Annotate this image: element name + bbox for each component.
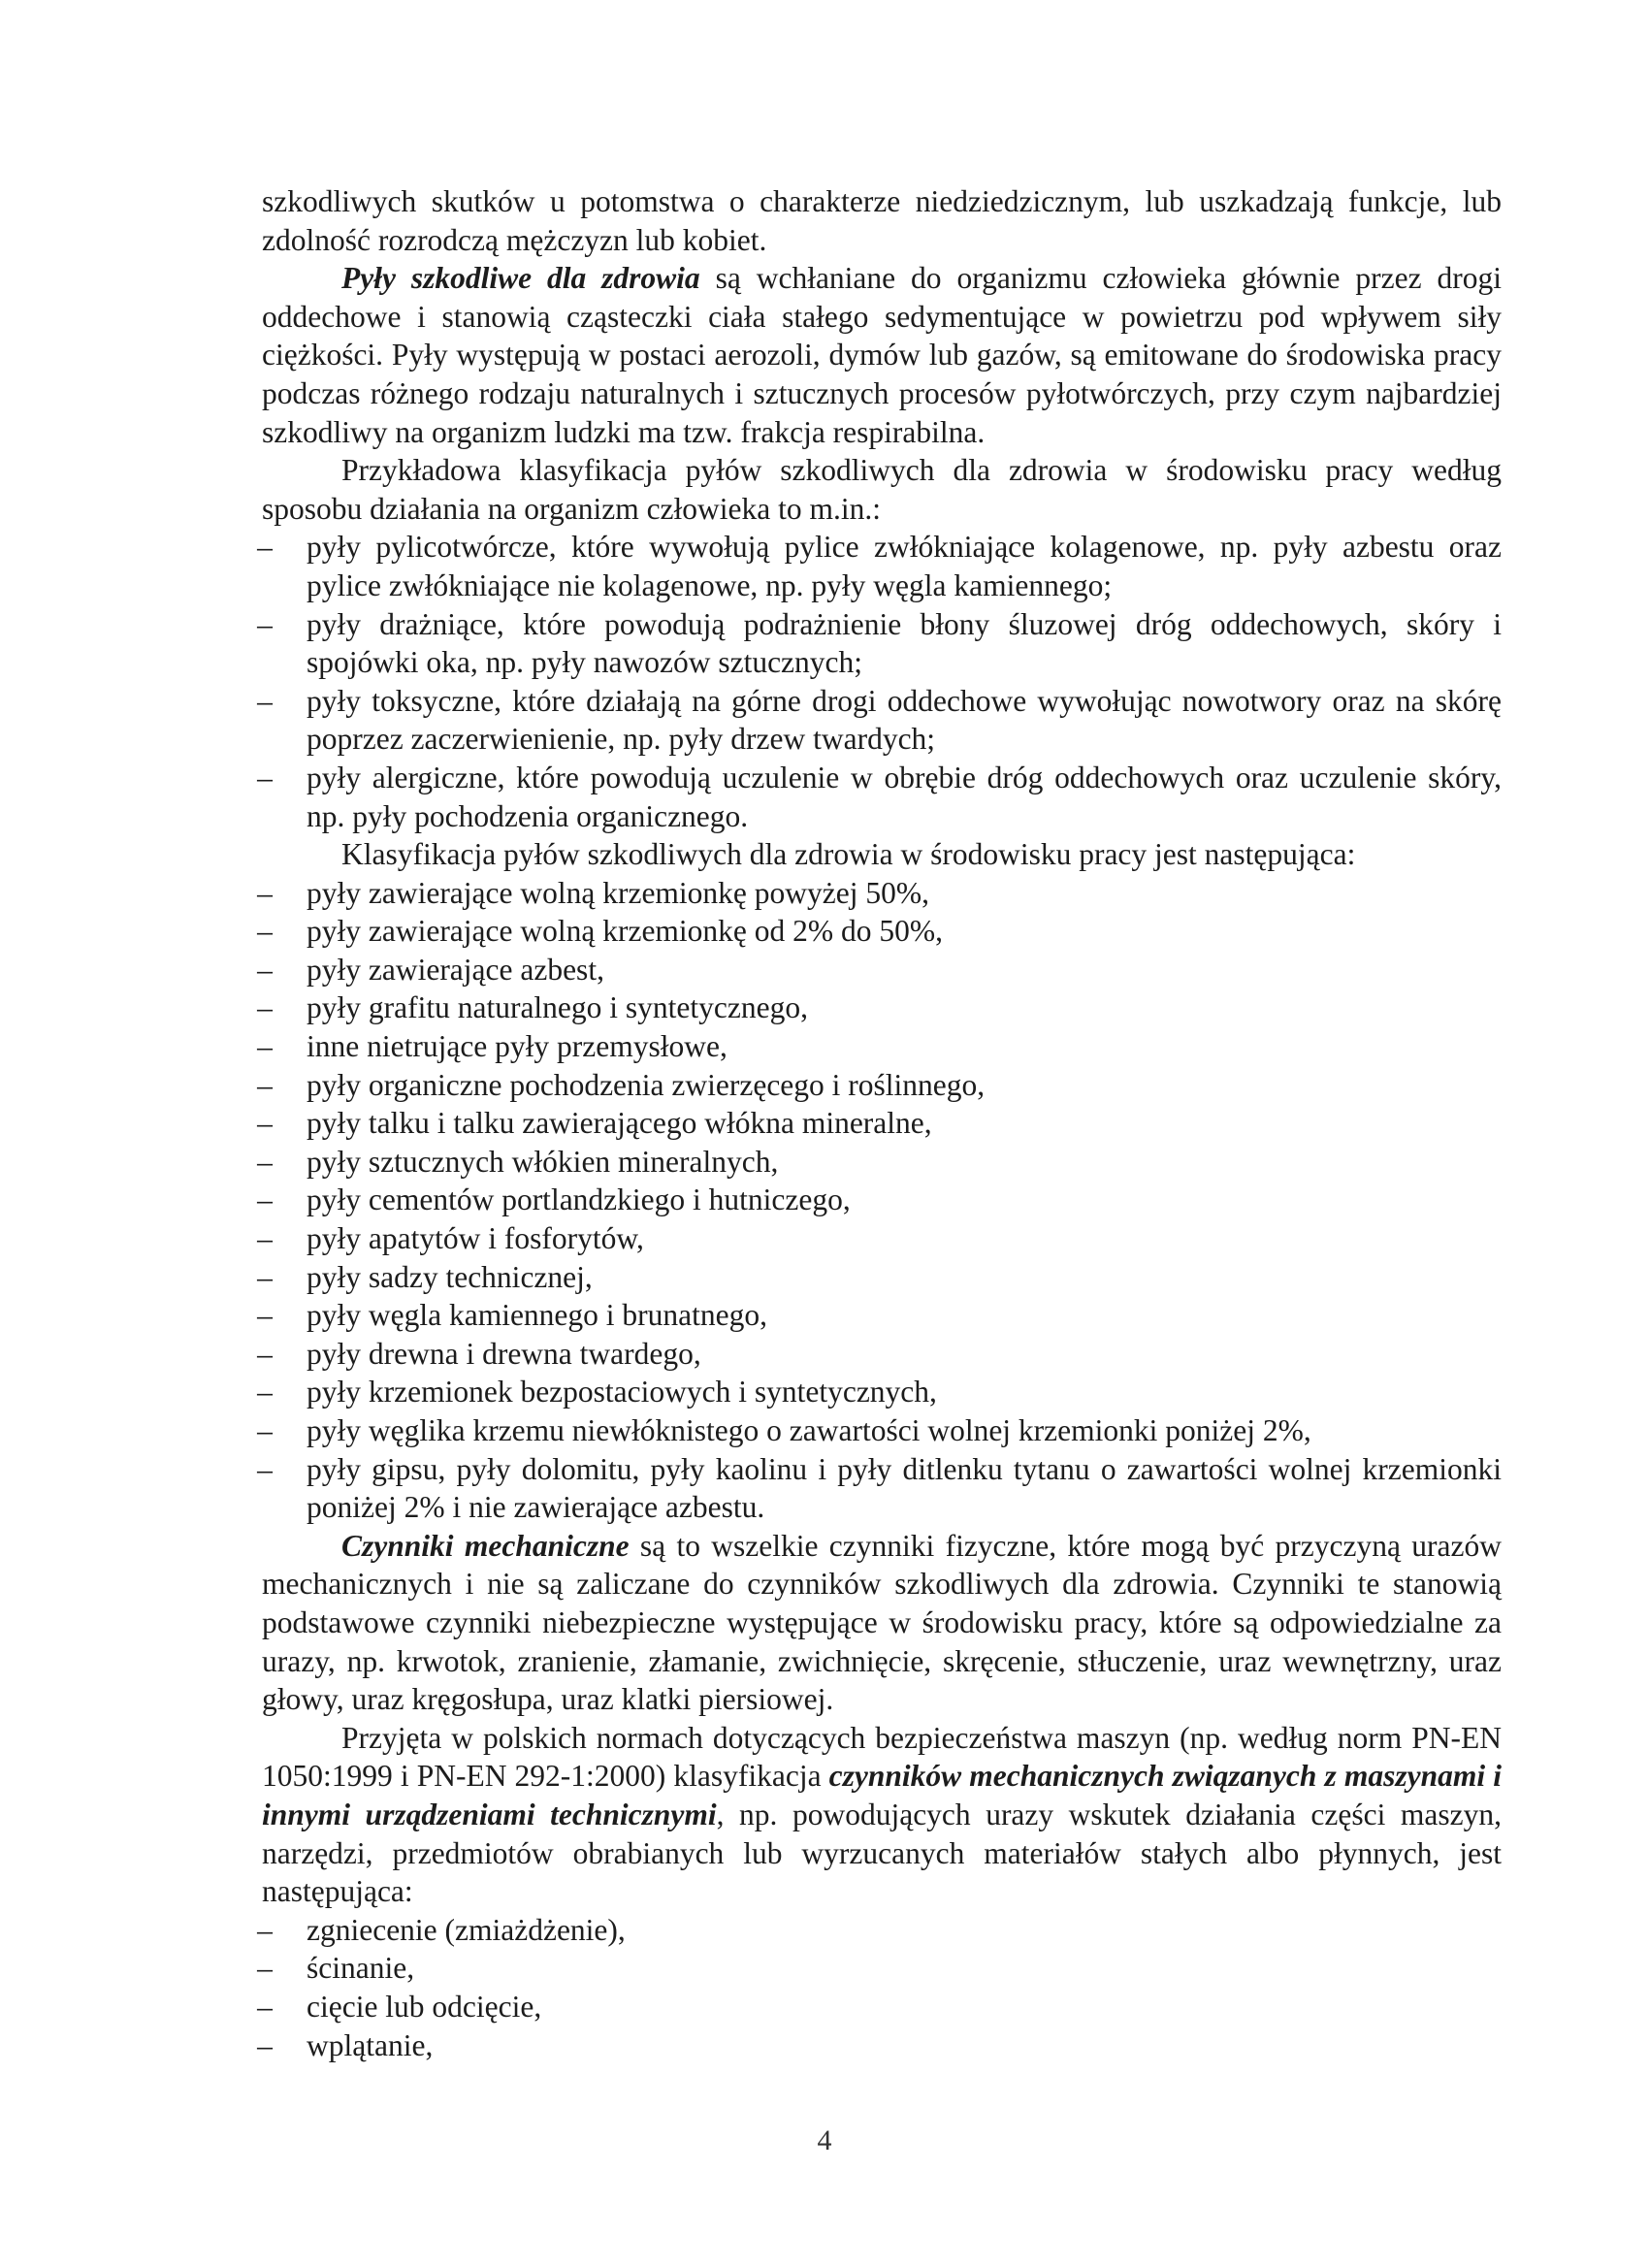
list-item: [258, 1911, 1502, 1950]
dash-bullet: –: [257, 1183, 273, 1217]
dust-action-list: [257, 528, 1502, 835]
dash-bullet: –: [257, 1336, 273, 1371]
list-item-text: pyły węgla kamiennego i brunatnego,: [307, 1298, 767, 1333]
list-item: [258, 2026, 1502, 2065]
list-item: [258, 1219, 1502, 1258]
list-item-text: pyły organiczne pochodzenia zwierzęcego i roślinnego,: [307, 1067, 986, 1102]
list-item-text: zgniecenie (zmiażdżenie),: [307, 1912, 626, 1947]
list-item: [258, 988, 1502, 1027]
list-item: [258, 1027, 1502, 1066]
list-item-text: pyły gipsu, pyły dolomitu, pyły kaolinu i pyły ditlenku tytanu o zawartości wolnej krzemionki poniżej 2% i nie zawierające azbestu.: [307, 1451, 1502, 1525]
list-item: [258, 1143, 1502, 1182]
list-item: [258, 1104, 1502, 1143]
list-item-text: cięcie lub odcięcie,: [307, 1989, 542, 2024]
list-item: [258, 1066, 1502, 1105]
list-item-text: pyły węglika krzemu niewłóknistego o zawartości wolnej krzemionki poniżej 2%,: [307, 1413, 1311, 1447]
dash-bullet: –: [257, 2027, 273, 2062]
document-body: [257, 182, 1502, 2064]
list-item-text: ścinanie,: [307, 1951, 415, 1986]
list-item-text: pyły zawierające wolną krzemionkę powyżej 50%,: [307, 875, 929, 910]
list-item-text: pyły sztucznych włókien mineralnych,: [307, 1144, 779, 1179]
list-item-text: wplątanie,: [307, 2027, 434, 2062]
paragraph-classification: Klasyfikacja pyłów szkodliwych dla zdrowia w środowisku pracy jest następująca:: [341, 837, 1356, 872]
paragraph-mechanical-factors: [262, 1527, 1502, 1719]
dash-bullet: –: [257, 1144, 273, 1179]
list-item: [258, 951, 1502, 989]
list-item: [258, 1450, 1502, 1527]
dash-bullet: –: [257, 875, 273, 910]
dash-bullet: –: [257, 1029, 273, 1064]
dash-bullet: –: [257, 760, 273, 794]
paragraph-machine-text-a: Przyjęta w polskich normach dotyczących bezpieczeństwa maszyn (np. według norm PN-EN 1050:1999 i PN-EN 292-1:2000) klasyfikacja: [262, 1720, 1502, 1794]
list-item-text: inne nietrujące pyły przemysłowe,: [307, 1029, 728, 1064]
list-item: [258, 1949, 1502, 1988]
dash-bullet: –: [257, 1106, 273, 1141]
dash-bullet: –: [257, 990, 273, 1025]
list-item: [258, 1411, 1502, 1450]
page-number: 4: [817, 2124, 832, 2156]
paragraph-mechanical-text: są to wszelkie czynniki fizyczne, które mogą być przyczyną urazów mechanicznych i nie są zaliczane do czynników szkodliwych dla zdrowia. Czynniki te stanowią podstawowe czynniki niebezpieczne występujące w środowisku pracy, które są odpowiedzialne za urazy, np. krwotok, zranienie, złamanie, zwichnięcie, skręcenie, stłuczenie, uraz wewnętrzny, uraz głowy, uraz kręgosłupa, uraz klatki piersiowej.: [262, 1528, 1502, 1717]
list-item-text: pyły alergiczne, które powodują uczulenie w obrębie dróg oddechowych oraz uczulenie skóry, np. pyły pochodzenia organicznego.: [307, 760, 1502, 833]
list-item-text: pyły krzemionek bezpostaciowych i syntetycznych,: [307, 1375, 937, 1409]
mechanical-hazard-list: [257, 1911, 1502, 2064]
list-item: [258, 1296, 1502, 1335]
list-item: [258, 1258, 1502, 1297]
list-item: [258, 528, 1502, 604]
list-item: [258, 874, 1502, 913]
dash-bullet: –: [257, 1298, 273, 1333]
dash-bullet: –: [257, 1951, 273, 1986]
dash-bullet: –: [257, 914, 273, 949]
list-item: [258, 759, 1502, 835]
term-harmful-dust: Pyły szkodliwe dla zdrowia: [341, 261, 700, 296]
list-item-text: pyły apatytów i fosforytów,: [307, 1221, 644, 1256]
paragraph-continuation: szkodliwych skutków u potomstwa o charakterze niedziedzicznym, lub uszkadzają funkcje, lub zdolność rozrodczą mężczyzn lub kobiet.: [262, 184, 1502, 257]
term-machine-factors: czynników mechanicznych związanych z maszynami i innymi urządzeniami technicznymi: [262, 1759, 1502, 1831]
paragraph-machine-standards: [262, 1719, 1502, 1911]
dash-bullet: –: [257, 1912, 273, 1947]
dash-bullet: –: [257, 1259, 273, 1294]
list-item-text: pyły zawierające wolną krzemionkę od 2% do 50%,: [307, 914, 944, 949]
list-item: [258, 1373, 1502, 1411]
list-item-text: pyły drewna i drewna twardego,: [307, 1336, 701, 1371]
dash-bullet: –: [257, 1067, 273, 1102]
paragraph-machine-text-b: , np. powodujących urazy wskutek działania części maszyn, narzędzi, przedmiotów obrabianych lub wyrzucanych materiałów stałych albo płynnych, jest następująca:: [262, 1797, 1502, 1909]
list-item-text: pyły pylicotwórcze, które wywołują pylice zwłókniające kolagenowe, np. pyły azbestu oraz pylice zwłókniające nie kolagenowe, np. pyły węgla kamiennego;: [307, 530, 1502, 602]
list-item-text: pyły zawierające azbest,: [307, 952, 604, 987]
dash-bullet: –: [257, 683, 273, 718]
dash-bullet: –: [257, 1989, 273, 2024]
list-item-text: pyły sadzy technicznej,: [307, 1259, 593, 1294]
list-item: [258, 605, 1502, 682]
paragraph-dust: [262, 259, 1502, 451]
list-item-text: pyły talku i talku zawierającego włókna mineralne,: [307, 1106, 932, 1141]
list-item: [258, 682, 1502, 759]
list-item: [258, 1181, 1502, 1219]
dash-bullet: –: [257, 1221, 273, 1256]
paragraph-example-classification: Przykładowa klasyfikacja pyłów szkodliwych dla zdrowia w środowisku pracy według sposobu działania na organizm człowieka to m.in.:: [262, 453, 1502, 526]
dash-bullet: –: [257, 1413, 273, 1447]
list-item-text: pyły cementów portlandzkiego i hutniczego,: [307, 1183, 851, 1217]
list-item-text: pyły drażniące, które powodują podrażnienie błony śluzowej dróg oddechowych, skóry i spojówki oka, np. pyły nawozów sztucznych;: [307, 606, 1502, 680]
list-item: [258, 1335, 1502, 1374]
dash-bullet: –: [257, 1375, 273, 1409]
list-item-text: pyły grafitu naturalnego i syntetycznego,: [307, 990, 808, 1025]
dash-bullet: –: [257, 606, 273, 641]
dust-classification-list: [257, 874, 1502, 1527]
list-item: [258, 1988, 1502, 2026]
paragraph-dust-text: są wchłaniane do organizmu człowieka głównie przez drogi oddechowe i stanowią cząsteczki ciała stałego sedymentujące w powietrzu pod wpływem siły ciężkości. Pyły występują w postaci aerozoli, dymów lub gazów, są emitowane do środowiska pracy podczas różnego rodzaju naturalnych i sztucznych procesów pyłotwórczych, przy czym najbardziej szkodliwy na organizm ludzki ma tzw. frakcja respirabilna.: [262, 261, 1502, 449]
list-item: [258, 912, 1502, 951]
list-item-text: pyły toksyczne, które działają na górne drogi oddechowe wywołując nowotwory oraz na skórę poprzez zaczerwienienie, np. pyły drzew twardych;: [307, 683, 1502, 757]
term-mechanical-factors: Czynniki mechaniczne: [341, 1528, 630, 1563]
dash-bullet: –: [257, 1451, 273, 1486]
dash-bullet: –: [257, 952, 273, 987]
dash-bullet: –: [257, 530, 273, 565]
